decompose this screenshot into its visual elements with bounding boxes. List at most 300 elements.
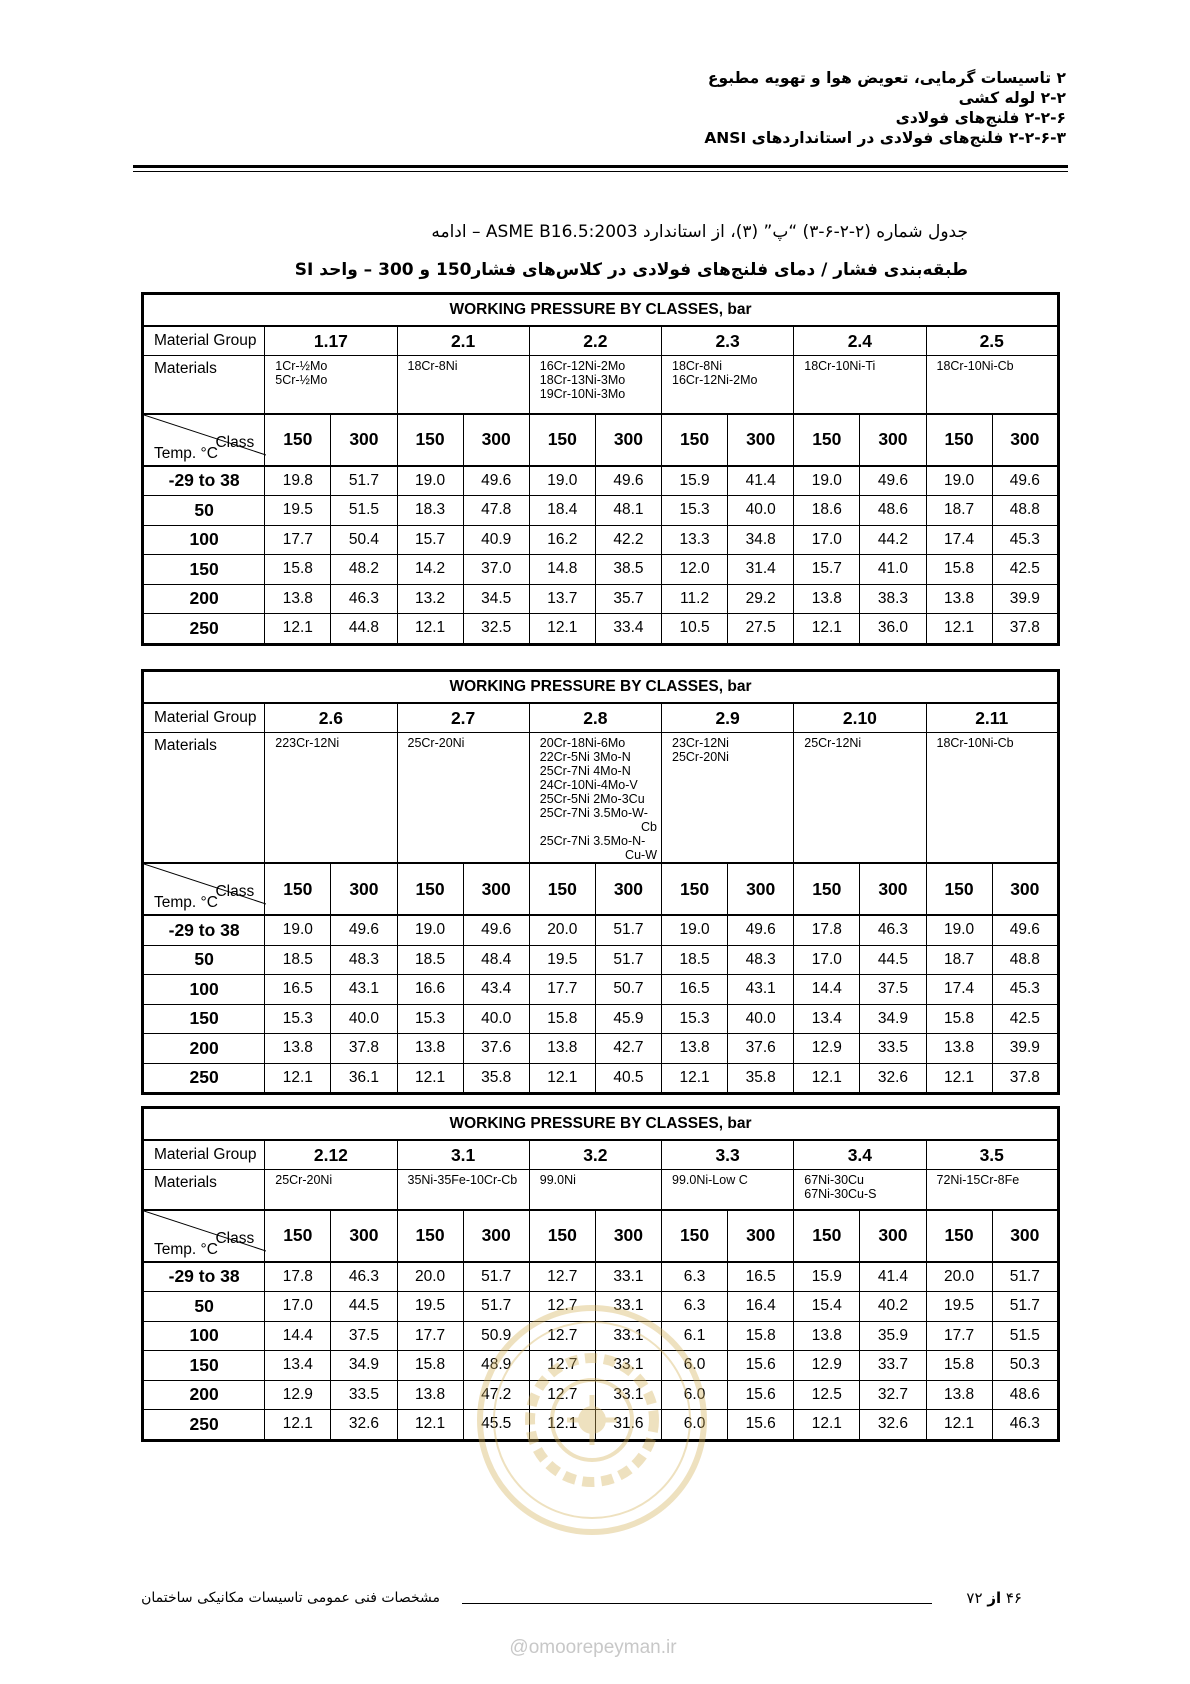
class-cell: 150 xyxy=(529,863,595,915)
pressure-value-cell: 37.6 xyxy=(728,1034,794,1064)
pressure-value-cell: 49.6 xyxy=(992,466,1058,496)
pressure-value-cell: 39.9 xyxy=(992,584,1058,614)
page-total: ۷۲ xyxy=(966,1589,983,1607)
pressure-value-cell: 15.6 xyxy=(728,1351,794,1381)
material-name: 35Ni-35Fe-10Cr-Cb xyxy=(407,1173,518,1187)
pressure-value-cell: 16.5 xyxy=(728,1262,794,1292)
pressure-value-cell: 36.0 xyxy=(860,614,926,645)
pressure-value-cell: 15.3 xyxy=(397,1004,463,1034)
pressure-value-cell: 37.8 xyxy=(992,614,1058,645)
material-group-cell: 2.6 xyxy=(265,703,397,733)
pressure-value-cell: 13.4 xyxy=(794,1004,860,1034)
material-group-row xyxy=(143,703,1059,733)
pressure-value-cell: 41.4 xyxy=(728,466,794,496)
class-cell: 150 xyxy=(662,414,728,466)
pressure-value-cell: 13.8 xyxy=(794,1321,860,1351)
pressure-value-cell: 35.8 xyxy=(728,1063,794,1094)
material-name: 25Cr-20Ni xyxy=(672,750,729,764)
pressure-value-cell: 15.8 xyxy=(926,1351,992,1381)
pressure-value-cell: 49.6 xyxy=(463,466,529,496)
pressure-value-cell: 19.0 xyxy=(926,466,992,496)
pressure-value-cell: 13.8 xyxy=(926,1380,992,1410)
pressure-value-cell: 51.7 xyxy=(595,915,661,945)
pressure-value-cell: 19.5 xyxy=(265,496,331,526)
page-of: از xyxy=(987,1589,1002,1607)
pressure-value-cell: 19.0 xyxy=(265,915,331,945)
temperature-cell: 50 xyxy=(143,496,265,526)
pressure-value-cell: 33.1 xyxy=(595,1292,661,1322)
material-group-cell: 3.4 xyxy=(794,1140,926,1170)
material-name: 18Cr-8Ni xyxy=(672,359,723,373)
temperature-cell: 50 xyxy=(143,1292,265,1322)
class-cell: 150 xyxy=(397,863,463,915)
table-row xyxy=(143,555,1059,585)
pressure-value-cell: 34.9 xyxy=(331,1351,397,1381)
pressure-table xyxy=(141,669,1060,1095)
pressure-value-cell: 17.4 xyxy=(926,525,992,555)
temp-label: Temp. °C xyxy=(154,1240,218,1258)
pressure-value-cell: 12.0 xyxy=(662,555,728,585)
materials-cell xyxy=(265,1170,397,1210)
pressure-value-cell: 12.7 xyxy=(529,1321,595,1351)
pressure-value-cell: 12.9 xyxy=(794,1034,860,1064)
pressure-value-cell: 19.5 xyxy=(926,1292,992,1322)
materials-cell xyxy=(662,356,794,414)
table-title: WORKING PRESSURE BY CLASSES, bar xyxy=(143,294,1059,327)
class-cell: 150 xyxy=(529,414,595,466)
class-label: Class xyxy=(215,883,255,900)
class-cell: 300 xyxy=(331,1210,397,1262)
class-cell: 300 xyxy=(992,863,1058,915)
pressure-value-cell: 45.5 xyxy=(463,1410,529,1441)
pressure-value-cell: 6.3 xyxy=(662,1292,728,1322)
pressure-value-cell: 18.5 xyxy=(397,945,463,975)
temperature-cell: 200 xyxy=(143,1034,265,1064)
pressure-value-cell: 15.8 xyxy=(926,555,992,585)
header-rule-thick xyxy=(133,165,1068,168)
pressure-value-cell: 12.1 xyxy=(529,1410,595,1441)
material-group-cell: 3.5 xyxy=(926,1140,1059,1170)
pressure-value-cell: 33.1 xyxy=(595,1262,661,1292)
class-temp-corner xyxy=(143,1210,265,1262)
pressure-value-cell: 37.6 xyxy=(463,1034,529,1064)
pressure-value-cell: 19.0 xyxy=(926,915,992,945)
pressure-value-cell: 12.1 xyxy=(662,1063,728,1094)
pressure-value-cell: 40.0 xyxy=(728,496,794,526)
pressure-value-cell: 51.7 xyxy=(992,1262,1058,1292)
class-cell: 300 xyxy=(331,414,397,466)
table-row xyxy=(143,945,1059,975)
pressure-value-cell: 42.5 xyxy=(992,555,1058,585)
pressure-value-cell: 49.6 xyxy=(728,915,794,945)
pressure-value-cell: 12.1 xyxy=(926,1063,992,1094)
class-cell: 300 xyxy=(860,1210,926,1262)
page-current: ۴۶ xyxy=(1005,1589,1022,1607)
pressure-value-cell: 11.2 xyxy=(662,584,728,614)
pressure-value-cell: 16.4 xyxy=(728,1292,794,1322)
pressure-value-cell: 40.5 xyxy=(595,1063,661,1094)
header-line-2: ۲-۲ لوله کشی xyxy=(958,89,1066,107)
pressure-value-cell: 10.5 xyxy=(662,614,728,645)
pressure-value-cell: 18.7 xyxy=(926,945,992,975)
materials-row xyxy=(143,733,1059,864)
pressure-value-cell: 49.6 xyxy=(595,466,661,496)
class-cell: 300 xyxy=(728,414,794,466)
pressure-value-cell: 48.8 xyxy=(992,496,1058,526)
pressure-value-cell: 16.5 xyxy=(265,975,331,1005)
pressure-value-cell: 32.6 xyxy=(331,1410,397,1441)
pressure-value-cell: 33.7 xyxy=(860,1351,926,1381)
materials-row xyxy=(143,1170,1059,1210)
pressure-value-cell: 32.5 xyxy=(463,614,529,645)
pressure-value-cell: 45.3 xyxy=(992,975,1058,1005)
pressure-value-cell: 12.1 xyxy=(397,1063,463,1094)
pressure-value-cell: 51.7 xyxy=(595,945,661,975)
temp-label: Temp. °C xyxy=(154,894,218,911)
pressure-value-cell: 37.5 xyxy=(331,1321,397,1351)
pressure-value-cell: 40.0 xyxy=(331,1004,397,1034)
pressure-value-cell: 13.8 xyxy=(265,584,331,614)
pressure-value-cell: 36.1 xyxy=(331,1063,397,1094)
material-name: 23Cr-12Ni xyxy=(672,736,729,750)
table-row xyxy=(143,614,1059,645)
pressure-value-cell: 51.5 xyxy=(992,1321,1058,1351)
class-cell: 300 xyxy=(331,863,397,915)
pressure-value-cell: 48.1 xyxy=(595,496,661,526)
pressure-value-cell: 44.2 xyxy=(860,525,926,555)
pressure-value-cell: 47.8 xyxy=(463,496,529,526)
material-name: Cu-W xyxy=(625,848,657,862)
pressure-value-cell: 34.5 xyxy=(463,584,529,614)
pressure-value-cell: 33.4 xyxy=(595,614,661,645)
material-group-label: Material Group xyxy=(143,1140,265,1170)
pressure-value-cell: 12.1 xyxy=(529,1063,595,1094)
material-name: 72Ni-15Cr-8Fe xyxy=(936,1173,1020,1187)
material-name: 25Cr-7Ni 3.5Mo-N- xyxy=(539,834,646,848)
material-group-cell: 2.2 xyxy=(529,326,661,356)
material-name: 99.0Ni xyxy=(539,1173,576,1187)
pressure-value-cell: 6.0 xyxy=(662,1380,728,1410)
pressure-value-cell: 19.0 xyxy=(662,915,728,945)
pressure-value-cell: 33.5 xyxy=(331,1380,397,1410)
class-cell: 300 xyxy=(728,1210,794,1262)
pressure-value-cell: 27.5 xyxy=(728,614,794,645)
pressure-value-cell: 15.3 xyxy=(265,1004,331,1034)
pressure-value-cell: 15.6 xyxy=(728,1380,794,1410)
pressure-value-cell: 49.6 xyxy=(463,915,529,945)
pressure-value-cell: 40.0 xyxy=(463,1004,529,1034)
pressure-value-cell: 51.7 xyxy=(992,1292,1058,1322)
temperature-cell: 200 xyxy=(143,1380,265,1410)
pressure-table xyxy=(141,292,1060,646)
pressure-value-cell: 44.5 xyxy=(860,945,926,975)
materials-cell xyxy=(794,356,926,414)
pressure-value-cell: 12.1 xyxy=(926,614,992,645)
table-row xyxy=(143,1351,1059,1381)
pressure-value-cell: 39.9 xyxy=(992,1034,1058,1064)
pressure-value-cell: 15.8 xyxy=(529,1004,595,1034)
pressure-value-cell: 48.6 xyxy=(860,496,926,526)
pressure-value-cell: 12.7 xyxy=(529,1292,595,1322)
pressure-value-cell: 12.1 xyxy=(529,614,595,645)
table-title: WORKING PRESSURE BY CLASSES, bar xyxy=(143,1108,1059,1141)
table-row xyxy=(143,1063,1059,1094)
pressure-value-cell: 46.3 xyxy=(331,584,397,614)
pressure-value-cell: 19.0 xyxy=(397,466,463,496)
temperature-cell: 50 xyxy=(143,945,265,975)
material-group-label: Material Group xyxy=(143,326,265,356)
table-title-row xyxy=(143,294,1059,327)
pressure-value-cell: 18.5 xyxy=(265,945,331,975)
material-name: 1Cr-½Mo xyxy=(275,359,328,373)
material-name: 20Cr-18Ni-6Mo xyxy=(539,736,626,750)
pressure-value-cell: 50.9 xyxy=(463,1321,529,1351)
pressure-value-cell: 20.0 xyxy=(397,1262,463,1292)
pressure-value-cell: 35.9 xyxy=(860,1321,926,1351)
materials-cell xyxy=(529,733,661,864)
materials-row xyxy=(143,356,1059,414)
pressure-value-cell: 20.0 xyxy=(529,915,595,945)
pressure-value-cell: 46.3 xyxy=(992,1410,1058,1441)
material-group-cell: 2.5 xyxy=(926,326,1059,356)
table-row xyxy=(143,496,1059,526)
material-name: 16Cr-12Ni-2Mo xyxy=(539,359,626,373)
table-row xyxy=(143,584,1059,614)
material-group-label: Material Group xyxy=(143,703,265,733)
temperature-cell: 250 xyxy=(143,1410,265,1441)
pressure-value-cell: 13.7 xyxy=(529,584,595,614)
materials-cell xyxy=(265,356,397,414)
table-title-row xyxy=(143,671,1059,704)
class-cell: 150 xyxy=(794,414,860,466)
class-row xyxy=(143,414,1059,466)
class-cell: 300 xyxy=(595,863,661,915)
temperature-cell: 150 xyxy=(143,1004,265,1034)
pressure-value-cell: 41.4 xyxy=(860,1262,926,1292)
class-temp-corner xyxy=(143,863,265,915)
pressure-value-cell: 42.2 xyxy=(595,525,661,555)
pressure-value-cell: 17.7 xyxy=(265,525,331,555)
pressure-value-cell: 37.0 xyxy=(463,555,529,585)
class-cell: 150 xyxy=(397,414,463,466)
material-name: 22Cr-5Ni 3Mo-N xyxy=(539,750,631,764)
pressure-value-cell: 18.6 xyxy=(794,496,860,526)
pressure-value-cell: 12.1 xyxy=(397,1410,463,1441)
class-label: Class xyxy=(215,1229,255,1247)
pressure-value-cell: 12.7 xyxy=(529,1262,595,1292)
material-name: 24Cr-10Ni-4Mo-V xyxy=(539,778,638,792)
material-name: 19Cr-10Ni-3Mo xyxy=(539,387,626,401)
pressure-value-cell: 17.8 xyxy=(265,1262,331,1292)
pressure-value-cell: 37.5 xyxy=(860,975,926,1005)
pressure-value-cell: 13.2 xyxy=(397,584,463,614)
material-group-cell: 1.17 xyxy=(265,326,397,356)
class-cell: 150 xyxy=(662,1210,728,1262)
pressure-value-cell: 12.1 xyxy=(397,614,463,645)
pressure-value-cell: 18.3 xyxy=(397,496,463,526)
pressure-value-cell: 48.3 xyxy=(331,945,397,975)
header-line-3: ۲-۲-۶ فلنج‌های فولادی xyxy=(895,109,1066,127)
header-line-4: ۲-۲-۶-۳ فلنج‌های فولادی در استانداردهای ANSI xyxy=(704,129,1066,147)
materials-cell xyxy=(397,1170,529,1210)
class-cell: 300 xyxy=(463,863,529,915)
class-cell: 300 xyxy=(463,414,529,466)
pressure-value-cell: 51.7 xyxy=(331,466,397,496)
pressure-value-cell: 13.8 xyxy=(794,584,860,614)
material-name: 25Cr-7Ni 3.5Mo-W- xyxy=(539,806,648,820)
pressure-value-cell: 18.5 xyxy=(662,945,728,975)
pressure-value-cell: 43.1 xyxy=(331,975,397,1005)
pressure-value-cell: 34.9 xyxy=(860,1004,926,1034)
pressure-value-cell: 33.1 xyxy=(595,1380,661,1410)
pressure-value-cell: 13.8 xyxy=(265,1034,331,1064)
pressure-value-cell: 17.8 xyxy=(794,915,860,945)
pressure-value-cell: 43.1 xyxy=(728,975,794,1005)
pressure-value-cell: 15.3 xyxy=(662,496,728,526)
watermark-site: @omoorepeyman.ir xyxy=(509,1637,677,1658)
material-group-cell: 2.10 xyxy=(794,703,926,733)
pressure-table xyxy=(141,1106,1060,1442)
pressure-value-cell: 14.8 xyxy=(529,555,595,585)
temp-label: Temp. °C xyxy=(154,444,218,462)
class-cell: 300 xyxy=(992,414,1058,466)
material-group-cell: 2.9 xyxy=(662,703,794,733)
table-row xyxy=(143,525,1059,555)
material-name: 25Cr-20Ni xyxy=(275,1173,333,1187)
materials-cell xyxy=(794,733,926,864)
pressure-value-cell: 13.3 xyxy=(662,525,728,555)
pressure-value-cell: 41.0 xyxy=(860,555,926,585)
pressure-value-cell: 35.8 xyxy=(463,1063,529,1094)
temperature-cell: 250 xyxy=(143,614,265,645)
material-name: 25Cr-7Ni 4Mo-N xyxy=(539,764,631,778)
table-row xyxy=(143,1262,1059,1292)
pressure-value-cell: 17.7 xyxy=(529,975,595,1005)
pressure-value-cell: 13.8 xyxy=(397,1034,463,1064)
pressure-value-cell: 13.4 xyxy=(265,1351,331,1381)
pressure-value-cell: 51.7 xyxy=(463,1292,529,1322)
pressure-value-cell: 48.3 xyxy=(728,945,794,975)
temperature-cell: 250 xyxy=(143,1063,265,1094)
pressure-value-cell: 17.7 xyxy=(397,1321,463,1351)
pressure-value-cell: 18.7 xyxy=(926,496,992,526)
class-label: Class xyxy=(215,433,255,451)
pressure-value-cell: 44.8 xyxy=(331,614,397,645)
pressure-value-cell: 51.7 xyxy=(463,1262,529,1292)
section-header xyxy=(366,68,1066,148)
materials-cell xyxy=(926,1170,1059,1210)
material-group-cell: 2.1 xyxy=(397,326,529,356)
pressure-value-cell: 38.3 xyxy=(860,584,926,614)
pressure-value-cell: 50.3 xyxy=(992,1351,1058,1381)
temperature-cell: -29 to 38 xyxy=(143,1262,265,1292)
class-cell: 150 xyxy=(926,1210,992,1262)
pressure-value-cell: 48.4 xyxy=(463,945,529,975)
materials-cell xyxy=(529,1170,661,1210)
temperature-cell: -29 to 38 xyxy=(143,915,265,945)
material-name: 16Cr-12Ni-2Mo xyxy=(672,373,758,387)
pressure-value-cell: 31.4 xyxy=(728,555,794,585)
pressure-value-cell: 32.6 xyxy=(860,1410,926,1441)
pressure-value-cell: 42.5 xyxy=(992,1004,1058,1034)
pressure-value-cell: 12.1 xyxy=(265,1063,331,1094)
pressure-value-cell: 45.3 xyxy=(992,525,1058,555)
material-group-cell: 2.3 xyxy=(662,326,794,356)
material-name: 18Cr-10Ni-Ti xyxy=(804,359,876,373)
class-cell: 300 xyxy=(728,863,794,915)
pressure-value-cell: 18.4 xyxy=(529,496,595,526)
materials-cell xyxy=(265,733,397,864)
pressure-value-cell: 16.2 xyxy=(529,525,595,555)
temperature-cell: 150 xyxy=(143,555,265,585)
pressure-value-cell: 14.4 xyxy=(794,975,860,1005)
material-name: 18Cr-8Ni xyxy=(407,359,458,373)
pressure-value-cell: 12.9 xyxy=(265,1380,331,1410)
material-group-cell: 2.8 xyxy=(529,703,661,733)
pressure-value-cell: 16.5 xyxy=(662,975,728,1005)
pressure-value-cell: 48.9 xyxy=(463,1351,529,1381)
pressure-value-cell: 51.5 xyxy=(331,496,397,526)
pressure-value-cell: 42.7 xyxy=(595,1034,661,1064)
footer-doc-title: مشخصات فنی عمومی تاسیسات مکانیکی ساختمان xyxy=(141,1590,440,1606)
pressure-value-cell: 15.7 xyxy=(794,555,860,585)
pressure-value-cell: 40.2 xyxy=(860,1292,926,1322)
table-row xyxy=(143,1410,1059,1441)
materials-cell xyxy=(397,356,529,414)
pressure-value-cell: 48.6 xyxy=(992,1380,1058,1410)
pressure-value-cell: 12.7 xyxy=(529,1351,595,1381)
class-cell: 150 xyxy=(794,863,860,915)
pressure-value-cell: 6.0 xyxy=(662,1410,728,1441)
pressure-value-cell: 15.9 xyxy=(794,1262,860,1292)
pressure-value-cell: 6.3 xyxy=(662,1262,728,1292)
pressure-value-cell: 49.6 xyxy=(992,915,1058,945)
class-cell: 150 xyxy=(397,1210,463,1262)
materials-cell xyxy=(926,733,1059,864)
header-line-1: ۲ تاسیسات گرمایی، تعویض هوا و تهویه مطبوع xyxy=(707,69,1066,87)
header-rule-thin xyxy=(133,171,1068,172)
table-row xyxy=(143,1292,1059,1322)
pressure-value-cell: 13.8 xyxy=(926,584,992,614)
material-name: 67Ni-30Cu-S xyxy=(804,1187,877,1201)
pressure-value-cell: 50.4 xyxy=(331,525,397,555)
pressure-value-cell: 40.9 xyxy=(463,525,529,555)
pressure-value-cell: 15.8 xyxy=(926,1004,992,1034)
material-name: 25Cr-20Ni xyxy=(407,736,465,750)
class-cell: 150 xyxy=(926,414,992,466)
pressure-value-cell: 15.7 xyxy=(397,525,463,555)
pressure-value-cell: 17.4 xyxy=(926,975,992,1005)
pressure-value-cell: 45.9 xyxy=(595,1004,661,1034)
pressure-value-cell: 15.8 xyxy=(265,555,331,585)
pressure-value-cell: 19.5 xyxy=(529,945,595,975)
material-group-row xyxy=(143,326,1059,356)
material-group-row xyxy=(143,1140,1059,1170)
pressure-value-cell: 12.9 xyxy=(794,1351,860,1381)
material-name: 18Cr-10Ni-Cb xyxy=(936,736,1014,750)
pressure-value-cell: 33.1 xyxy=(595,1321,661,1351)
temperature-cell: 100 xyxy=(143,975,265,1005)
pressure-value-cell: 40.0 xyxy=(728,1004,794,1034)
pressure-value-cell: 33.5 xyxy=(860,1034,926,1064)
table-row xyxy=(143,915,1059,945)
pressure-value-cell: 19.0 xyxy=(794,466,860,496)
table-row xyxy=(143,1380,1059,1410)
pressure-value-cell: 12.5 xyxy=(794,1380,860,1410)
pressure-value-cell: 17.0 xyxy=(265,1292,331,1322)
pressure-value-cell: 19.0 xyxy=(397,915,463,945)
table-title-row xyxy=(143,1108,1059,1141)
